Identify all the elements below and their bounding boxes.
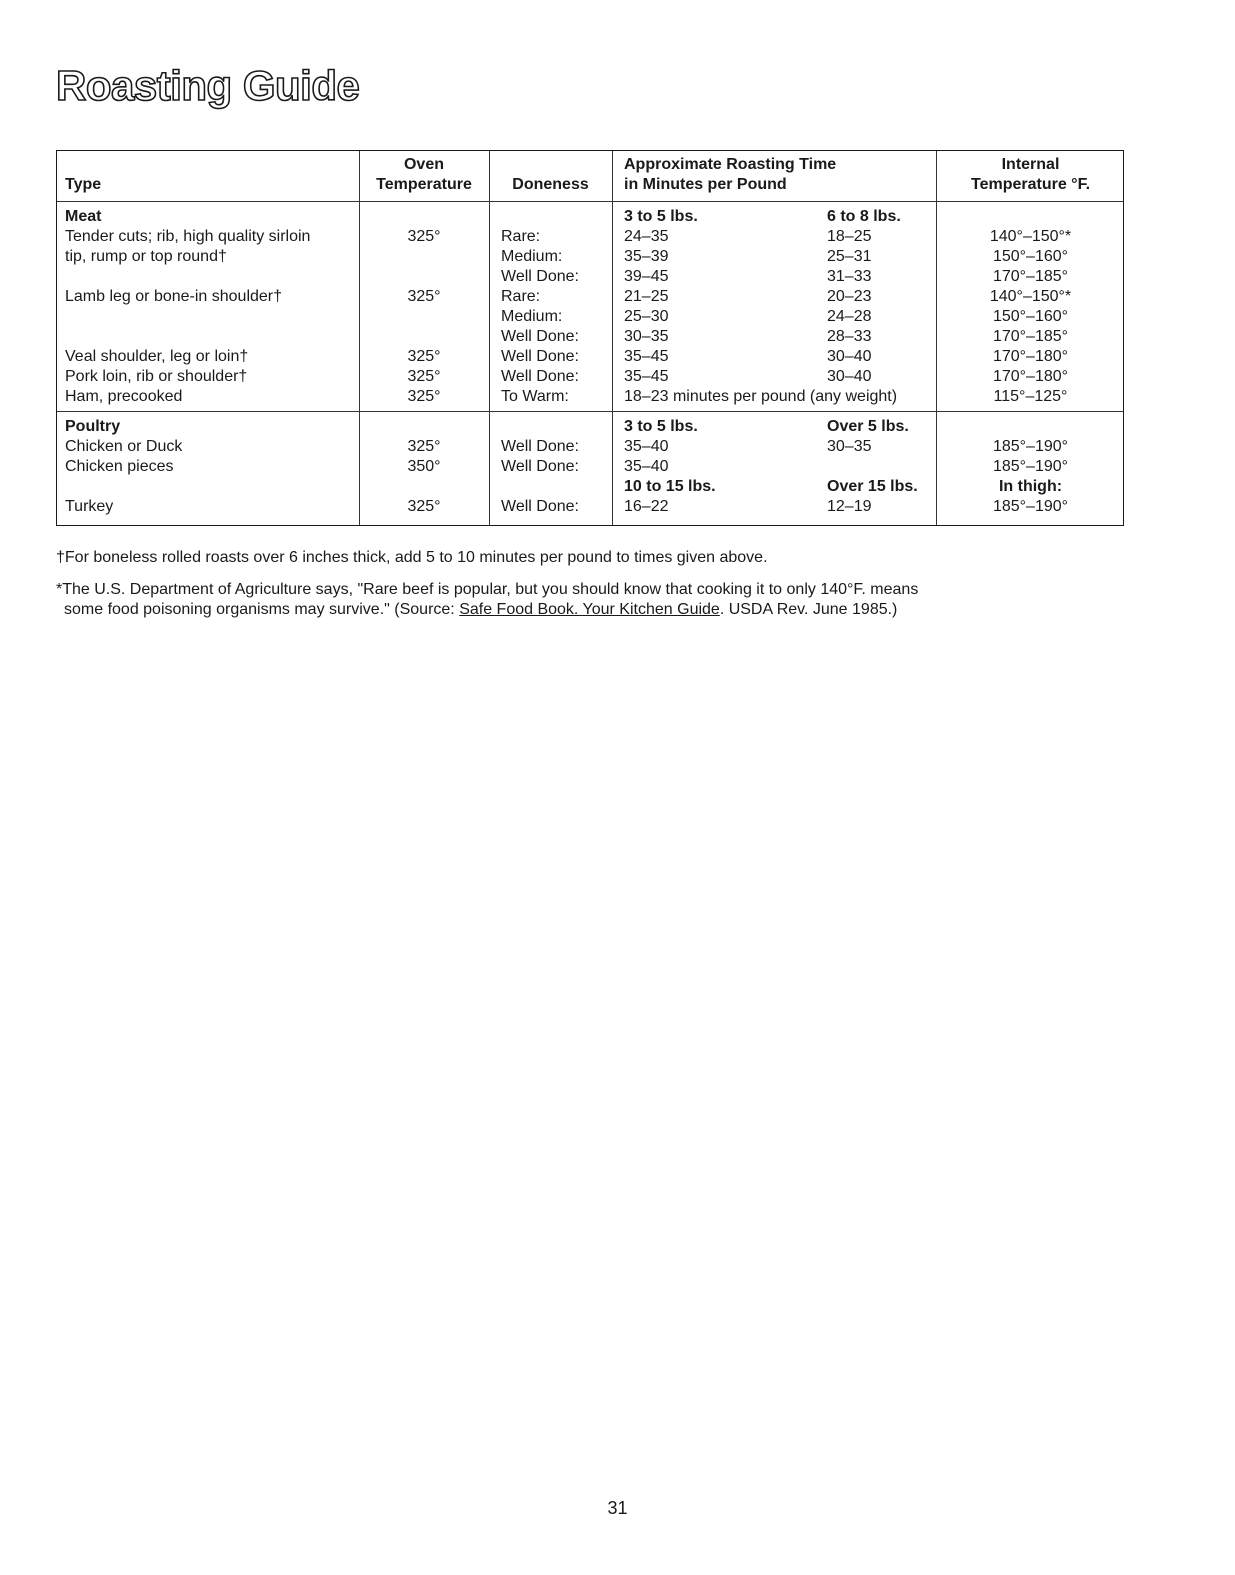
cell-internal: 170°–180°: [992, 368, 1069, 385]
cell-type: tip, rump or top round†: [65, 248, 227, 265]
cell-oven: 325°: [407, 228, 441, 245]
cell-t1: 35–40: [624, 458, 669, 475]
section-divider: [57, 411, 1123, 412]
footnote-star-line-2: [64, 600, 897, 620]
cell-t1: 35–40: [624, 438, 669, 455]
cell-type: Chicken pieces: [65, 458, 174, 475]
column-divider: [489, 151, 490, 525]
cell-type: Ham, precooked: [65, 388, 183, 405]
cell-internal: 140°–150°*: [989, 228, 1072, 245]
header-time-2: in Minutes per Pound: [624, 176, 787, 193]
cell-t1: 39–45: [624, 268, 669, 285]
cell-internal: 170°–185°: [992, 268, 1069, 285]
poultry-thigh-label: In thigh:: [998, 478, 1063, 495]
cell-t1: 21–25: [624, 288, 669, 305]
cell-type: Tender cuts; rib, high quality sirloin: [65, 228, 311, 245]
cell-internal: 185°–190°: [992, 458, 1069, 475]
cell-doneness: Rare:: [501, 288, 541, 305]
cell-internal: 185°–190°: [992, 498, 1069, 515]
cell-t2: 24–28: [827, 308, 872, 325]
cell-type: Lamb leg or bone-in shoulder†: [65, 288, 283, 305]
header-divider: [57, 201, 1123, 202]
header-oven-2: Temperature: [376, 176, 472, 193]
cell-t1: 35–45: [624, 348, 669, 365]
cell-type: Veal shoulder, leg or loin†: [65, 348, 249, 365]
cell-doneness: Well Done:: [501, 498, 579, 515]
cell-type: Pork loin, rib or shoulder†: [65, 368, 248, 385]
cell-oven: 325°: [407, 288, 441, 305]
cell-type: Chicken or Duck: [65, 438, 183, 455]
cell-doneness: Medium:: [501, 248, 563, 265]
cell-t2: 31–33: [827, 268, 872, 285]
meat-weight-a: 3 to 5 lbs.: [624, 208, 698, 225]
cell-oven: 325°: [407, 368, 441, 385]
cell-doneness: Well Done:: [501, 328, 579, 345]
column-divider: [612, 151, 613, 525]
cell-t2: 30–40: [827, 348, 872, 365]
cell-t1: 16–22: [624, 498, 669, 515]
cell-doneness: Well Done:: [501, 368, 579, 385]
poultry-weight-d: Over 15 lbs.: [827, 478, 918, 495]
cell-t2: 25–31: [827, 248, 872, 265]
poultry-weight-a: 3 to 5 lbs.: [624, 418, 698, 435]
cell-internal: 170°–185°: [992, 328, 1069, 345]
header-oven-1: Oven: [403, 156, 444, 173]
footnote-text: . USDA Rev. June 1985.): [719, 601, 898, 618]
cell-internal: 170°–180°: [992, 348, 1069, 365]
cell-type: Turkey: [65, 498, 114, 515]
header-internal-1: Internal: [1001, 156, 1060, 173]
roasting-table: [56, 150, 1124, 526]
cell-t1: 25–30: [624, 308, 669, 325]
header-time-1: Approximate Roasting Time: [624, 156, 837, 173]
section-poultry: Poultry: [65, 418, 121, 435]
cell-oven: 325°: [407, 498, 441, 515]
section-meat: Meat: [65, 208, 102, 225]
cell-t2: 30–35: [827, 438, 872, 455]
cell-t1: 18–23 minutes per pound (any weight): [624, 388, 898, 405]
cell-t1: 30–35: [624, 328, 669, 345]
cell-t2: 20–23: [827, 288, 872, 305]
cell-doneness: Well Done:: [501, 458, 579, 475]
cell-internal: 150°–160°: [992, 248, 1069, 265]
header-doneness: Doneness: [512, 176, 589, 193]
cell-t2: 18–25: [827, 228, 872, 245]
cell-internal: 150°–160°: [992, 308, 1069, 325]
cell-oven: 325°: [407, 388, 441, 405]
cell-internal: 185°–190°: [992, 438, 1069, 455]
cell-t2: 12–19: [827, 498, 872, 515]
header-internal-2: Temperature °F.: [970, 176, 1091, 193]
page-number: 31: [607, 1498, 628, 1518]
cell-doneness: Well Done:: [501, 438, 579, 455]
footnote-dagger: †For boneless rolled roasts over 6 inches thick, add 5 to 10 minutes per pound to times given above.: [56, 549, 768, 566]
cell-oven: 350°: [407, 458, 441, 475]
cell-doneness: To Warm:: [501, 388, 569, 405]
page-title: Roasting Guide: [56, 62, 360, 109]
footnote-star-line-1: *The U.S. Department of Agriculture says, "Rare beef is popular, but you should know that cooking it to only 140°F. means: [56, 581, 919, 598]
cell-t2: 28–33: [827, 328, 872, 345]
source-title: Safe Food Book. Your Kitchen Guide: [459, 601, 720, 618]
cell-t1: 35–45: [624, 368, 669, 385]
footnote-text: some food poisoning organisms may survive." (Source:: [64, 601, 460, 618]
poultry-weight-c: 10 to 15 lbs.: [624, 478, 716, 495]
cell-oven: 325°: [407, 438, 441, 455]
cell-t2: 30–40: [827, 368, 872, 385]
meat-weight-b: 6 to 8 lbs.: [827, 208, 901, 225]
cell-doneness: Well Done:: [501, 268, 579, 285]
cell-oven: 325°: [407, 348, 441, 365]
cell-internal: 140°–150°*: [989, 288, 1072, 305]
header-type: Type: [65, 176, 102, 193]
cell-t1: 24–35: [624, 228, 669, 245]
cell-doneness: Medium:: [501, 308, 563, 325]
cell-t1: 35–39: [624, 248, 669, 265]
cell-doneness: Rare:: [501, 228, 541, 245]
poultry-weight-b: Over 5 lbs.: [827, 418, 909, 435]
cell-internal: 115°–125°: [993, 388, 1068, 405]
cell-doneness: Well Done:: [501, 348, 579, 365]
